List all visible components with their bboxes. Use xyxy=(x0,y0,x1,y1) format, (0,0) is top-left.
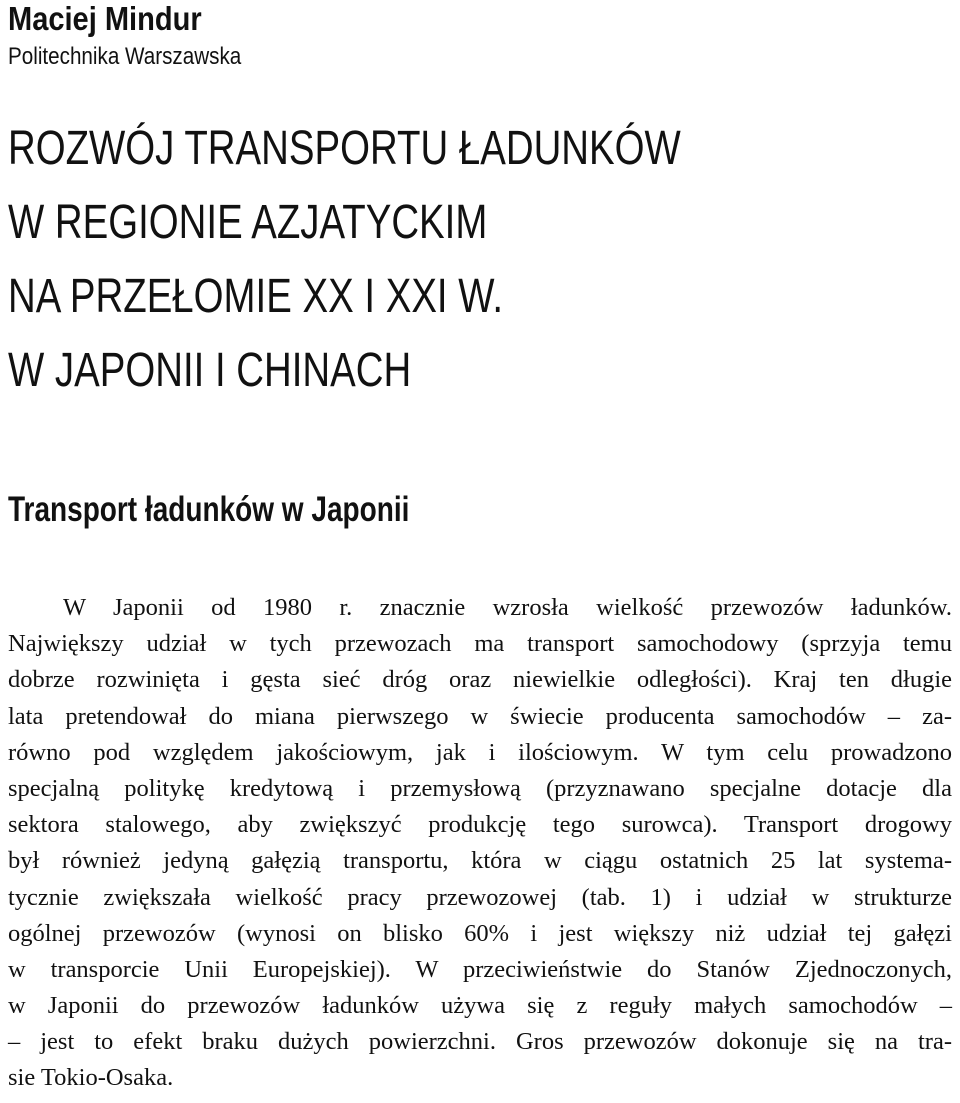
body-line: sektora stalowego, aby zwiększyć produkcję tego surowca). Transport drogowy xyxy=(8,811,952,839)
body-line: W Japonii od 1980 r. znacznie wzrosła wielkość przewozów ładunków. xyxy=(63,594,952,621)
body-line: równo pod względem jakościowym, jak i ilościowym. W tym celu prowadzono xyxy=(8,738,952,766)
body-line: specjalną politykę kredytową i przemysłową (przyznawano specjalne dotacje dla xyxy=(8,774,952,802)
section-heading: Transport ładunków w Japonii xyxy=(8,490,410,529)
body-line: ogólnej przewozów (wynosi on blisko 60% i jest większy niż udział tej gałęzi xyxy=(8,919,952,947)
title-line: W JAPONII I CHINACH xyxy=(8,344,412,397)
title-line: NA PRZEŁOMIE XX I XXI W. xyxy=(8,270,504,323)
body-line: sie Tokio-Osaka. xyxy=(8,1064,174,1092)
body-line: był również jedyną gałęzią transportu, która w ciągu ostatnich 25 lat systema- xyxy=(8,847,952,875)
body-paragraph xyxy=(8,590,952,1097)
body-line: lata pretendował do miana pierwszego w świecie producenta samochodów – za- xyxy=(8,702,952,730)
body-line: dobrze rozwinięta i gęsta sieć dróg oraz niewielkie odległości). Kraj ten długie xyxy=(8,666,952,694)
body-line: Największy udział w tych przewozach ma transport samochodowy (sprzyja temu xyxy=(8,630,952,658)
body-line: w Japonii do przewozów ładunków używa się z reguły małych samochodów – xyxy=(8,992,952,1020)
body-line: tycznie zwiększała wielkość pracy przewozowej (tab. 1) i udział w strukturze xyxy=(8,883,952,911)
article-title xyxy=(8,112,681,408)
title-line: ROZWÓJ TRANSPORTU ŁADUNKÓW xyxy=(8,122,681,175)
author-affiliation: Politechnika Warszawska xyxy=(8,43,242,70)
author-name: Maciej Mindur xyxy=(8,0,202,37)
body-line: w transporcie Unii Europejskiej). W przeciwieństwie do Stanów Zjednoczonych, xyxy=(8,955,952,983)
body-line: – jest to efekt braku dużych powierzchni. Gros przewozów dokonuje się na tra- xyxy=(8,1028,952,1056)
title-line: W REGIONIE AZJATYCKIM xyxy=(8,196,488,249)
